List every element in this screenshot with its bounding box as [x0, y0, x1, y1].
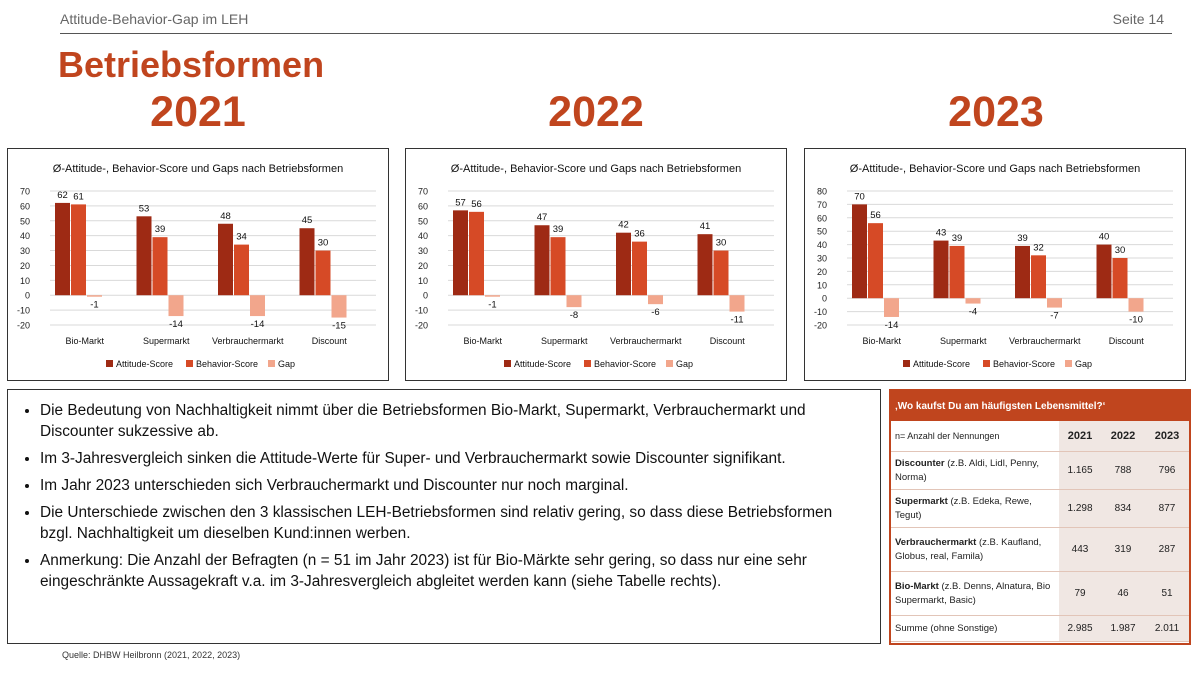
findings-list	[22, 400, 864, 592]
y-tick-label: 0	[422, 290, 428, 301]
data-label: 32	[1033, 242, 1044, 254]
y-tick-label: 70	[816, 199, 827, 210]
category-label: Verbrauchermarkt	[211, 336, 284, 346]
data-label: 30	[317, 237, 329, 249]
y-tick-label: -20	[414, 320, 428, 331]
chart-panel-2023	[804, 148, 1186, 381]
chart-title: Ø-Attitude-, Behavior-Score und Gaps nach Betriebsformen	[450, 163, 742, 175]
data-label: -15	[332, 320, 346, 332]
legend-label: Gap	[676, 359, 694, 369]
bar-attitude	[698, 234, 713, 295]
bar-attitude	[1097, 245, 1112, 299]
table-row	[891, 452, 1189, 490]
chart-title: Ø-Attitude-, Behavior-Score und Gaps nach Betriebsformen	[52, 163, 344, 175]
data-label: -14	[169, 319, 183, 331]
data-label: 56	[471, 198, 482, 210]
bar-gap	[332, 295, 347, 317]
bar-attitude	[55, 203, 70, 295]
legend-label: Behavior-Score	[993, 359, 1056, 369]
table-row-name: Discounter	[895, 457, 945, 469]
findings-box	[7, 389, 881, 644]
y-tick-label: 70	[417, 186, 428, 197]
bar-behavior	[868, 223, 883, 298]
bar-behavior	[71, 204, 86, 295]
category-label: Bio-Markt	[65, 336, 105, 346]
legend-label: Behavior-Score	[594, 359, 657, 369]
bar-behavior	[316, 251, 331, 296]
finding-item: • Die Bedeutung von Nachhaltigkeit nimmt über die Betriebsformen Bio-Markt, Supermarkt, Verbrauchermarkt und Discounter sukzessive ab.	[40, 400, 864, 442]
category-label: Supermarkt	[540, 336, 588, 346]
category-label: Verbrauchermarkt	[609, 336, 682, 346]
data-label: 57	[455, 197, 466, 209]
bar-gap	[1129, 298, 1144, 311]
table-row-label	[891, 452, 1059, 490]
bar-attitude	[616, 233, 631, 296]
data-label: -7	[1050, 310, 1059, 322]
page-number: Seite 14	[1112, 11, 1164, 27]
table-header-year: 2022	[1101, 421, 1145, 452]
bar-behavior	[632, 242, 647, 296]
y-tick-label: 80	[816, 186, 827, 197]
y-tick-label: -20	[16, 320, 30, 331]
data-label: -1	[90, 299, 99, 311]
category-label: Discount	[1108, 336, 1144, 346]
bar-attitude	[934, 241, 949, 299]
table-row-label	[891, 490, 1059, 528]
bar-attitude	[535, 225, 550, 295]
table-row	[891, 490, 1189, 528]
bar-gap	[966, 298, 981, 303]
table-row	[891, 528, 1189, 572]
finding-item: • Die Unterschiede zwischen den 3 klassischen LEH-Betriebsformen sind relativ gering, so dass diese Betriebsformen bzgl. Nachhaltigkeit um dieselben Kund:innen werben.	[40, 502, 864, 544]
bar-behavior	[153, 237, 168, 295]
data-label: 30	[1114, 245, 1126, 256]
y-tick-label: 40	[19, 231, 30, 242]
category-label: Verbrauchermarkt	[1008, 336, 1081, 346]
table-cell: 79	[1059, 572, 1101, 616]
data-label: -6	[651, 307, 660, 319]
bar-attitude	[852, 204, 867, 298]
y-tick-label: 50	[816, 226, 827, 237]
data-label: 48	[220, 210, 231, 222]
legend-swatch	[903, 360, 910, 367]
table-cell: 46	[1101, 572, 1145, 616]
chart-title: Ø-Attitude-, Behavior-Score und Gaps nach Betriebsformen	[849, 163, 1141, 175]
bar-gap	[884, 298, 899, 317]
bar-attitude	[453, 210, 468, 295]
y-tick-label: 0	[24, 290, 30, 301]
shopping-table	[891, 391, 1189, 642]
table-total-row	[891, 616, 1189, 642]
page-title: Betriebsformen	[58, 44, 325, 85]
bar-gap	[87, 295, 102, 296]
bar-behavior	[950, 246, 965, 298]
y-tick-label: 20	[417, 260, 428, 271]
chart-2022	[406, 149, 786, 380]
data-label: -8	[569, 310, 579, 322]
bar-gap	[567, 295, 582, 307]
data-label: 40	[1098, 231, 1110, 243]
data-label: -14	[250, 319, 265, 331]
bar-attitude	[218, 224, 233, 295]
data-label: 34	[236, 231, 247, 243]
y-tick-label: 30	[19, 246, 30, 257]
data-label: 62	[57, 189, 68, 201]
data-label: 39	[951, 232, 963, 244]
bar-behavior	[469, 212, 484, 295]
header-left-text: Attitude-Behavior-Gap im LEH	[60, 11, 249, 27]
table-cell: 319	[1101, 528, 1145, 572]
legend-label: Gap	[278, 359, 296, 369]
bar-gap	[730, 295, 745, 311]
table-cell: 1.165	[1059, 452, 1101, 490]
data-label: 70	[854, 191, 865, 203]
table-row-detail: (z.B. Edeka, Rewe, Tegut)	[895, 495, 1032, 521]
legend-swatch	[268, 360, 275, 367]
table-header-label: n= Anzahl der Nennungen	[891, 421, 1059, 452]
source-note: Quelle: DHBW Heilbronn (2021, 2022, 2023)	[62, 650, 241, 660]
y-tick-label: 60	[816, 213, 827, 224]
y-tick-label: 60	[19, 201, 30, 212]
y-tick-label: 40	[417, 231, 428, 242]
table-cell: 834	[1101, 490, 1145, 528]
data-label: 43	[935, 227, 947, 239]
y-tick-label: 20	[816, 266, 827, 277]
bar-gap	[250, 295, 265, 316]
table-cell: 443	[1059, 528, 1101, 572]
table-cell: 796	[1145, 452, 1189, 490]
data-label: 39	[552, 224, 564, 236]
bar-behavior	[1031, 255, 1046, 298]
y-tick-label: 30	[816, 253, 827, 264]
legend-label: Attitude-Score	[514, 359, 572, 369]
finding-item: • Im 3-Jahresvergleich sinken die Attitude-Werte für Super- und Verbrauchermarkt sowie Discounter signifikant.	[40, 448, 864, 469]
table-cell: 51	[1145, 572, 1189, 616]
bar-behavior	[234, 245, 249, 296]
legend-swatch	[186, 360, 193, 367]
table-cell: 877	[1145, 490, 1189, 528]
table-cell: 2.011	[1145, 616, 1189, 642]
table-cell: 2.985	[1059, 616, 1101, 642]
data-label: 30	[715, 237, 727, 249]
table-cell: 287	[1145, 528, 1189, 572]
y-tick-label: 40	[816, 240, 827, 251]
table-row-name: Bio-Markt	[895, 580, 939, 592]
y-tick-label: 10	[417, 275, 428, 286]
bar-attitude	[300, 228, 315, 295]
category-label: Discount	[709, 336, 745, 346]
data-label: 53	[138, 203, 150, 215]
table-row-detail: (z.B. Aldi, Lidl, Penny, Norma)	[895, 457, 1039, 483]
y-tick-label: 10	[816, 280, 827, 291]
data-label: 61	[73, 191, 84, 203]
data-label: 45	[301, 215, 313, 227]
y-tick-label: -10	[813, 307, 827, 318]
table-header-year: 2023	[1145, 421, 1189, 452]
data-label: 41	[699, 221, 711, 233]
table-header-row	[891, 421, 1189, 452]
category-label: Supermarkt	[142, 336, 190, 346]
legend-swatch	[584, 360, 591, 367]
table-row-detail: (z.B. Denns, Alnatura, Bio Supermarkt, Basic)	[895, 580, 1051, 606]
category-label: Bio-Markt	[862, 336, 902, 346]
table-total-label: Summe (ohne Sonstige)	[891, 616, 1059, 642]
data-label: 42	[618, 219, 629, 231]
y-tick-label: 10	[19, 275, 30, 286]
finding-item: • Anmerkung: Die Anzahl der Befragten (n = 51 im Jahr 2023) ist für Bio-Märkte sehr gering, so dass nur eine sehr eingeschränkte Aussagekraft v.a. im 3-Jahresvergleich abgleitet werden kann (siehe Tabelle rechts).	[40, 550, 864, 592]
y-tick-label: 30	[417, 246, 428, 257]
table-cell: 1.987	[1101, 616, 1145, 642]
data-label: -11	[730, 314, 744, 326]
table-question: ‚Wo kaufst Du am häufigsten Lebensmittel?‘	[891, 391, 1189, 421]
bar-behavior	[1113, 258, 1128, 298]
bar-gap	[485, 295, 500, 296]
category-label: Supermarkt	[939, 336, 987, 346]
category-label: Bio-Markt	[463, 336, 503, 346]
table-cell: 1.298	[1059, 490, 1101, 528]
chart-2023	[805, 149, 1185, 380]
data-label: 56	[870, 210, 881, 222]
data-label: 39	[154, 224, 166, 236]
bar-gap	[169, 295, 184, 316]
year-title-2021: 2021	[150, 88, 246, 136]
data-label: -14	[884, 319, 899, 331]
table-row-detail: (z.B. Kaufland, Globus, real, Famila)	[895, 536, 1042, 562]
y-tick-label: 0	[821, 293, 827, 304]
shopping-table-box	[889, 389, 1191, 645]
table-cell: 788	[1101, 452, 1145, 490]
header-divider	[60, 33, 1172, 34]
y-tick-label: -20	[813, 320, 827, 331]
table-row-label	[891, 572, 1059, 616]
legend-swatch	[504, 360, 511, 367]
data-label: 39	[1017, 232, 1028, 244]
table-row-name: Verbrauchermarkt	[895, 536, 977, 548]
data-label: 47	[536, 212, 548, 224]
chart-panel-2021	[7, 148, 389, 381]
bar-gap	[1047, 298, 1062, 307]
legend-label: Behavior-Score	[196, 359, 259, 369]
data-label: -10	[1129, 314, 1143, 326]
legend-label: Attitude-Score	[116, 359, 174, 369]
y-tick-label: 70	[19, 186, 30, 197]
legend-label: Gap	[1075, 359, 1093, 369]
bar-attitude	[137, 216, 152, 295]
bar-behavior	[551, 237, 566, 295]
chart-2021	[8, 149, 388, 380]
y-tick-label: -10	[16, 305, 30, 316]
table-row	[891, 572, 1189, 616]
bar-behavior	[714, 251, 729, 296]
finding-item: • Im Jahr 2023 unterschieden sich Verbrauchermarkt und Discounter nur noch marginal.	[40, 475, 864, 496]
legend-swatch	[983, 360, 990, 367]
chart-panel-2022	[405, 148, 787, 381]
table-row-label	[891, 528, 1059, 572]
y-tick-label: 20	[19, 260, 30, 271]
legend-swatch	[1065, 360, 1072, 367]
y-tick-label: -10	[414, 305, 428, 316]
data-label: -1	[488, 299, 497, 311]
legend-swatch	[106, 360, 113, 367]
y-tick-label: 50	[417, 216, 428, 227]
year-title-2022: 2022	[548, 88, 644, 136]
y-tick-label: 50	[19, 216, 30, 227]
table-header-year: 2021	[1059, 421, 1101, 452]
bar-gap	[648, 295, 663, 304]
data-label: -4	[968, 306, 978, 318]
bar-attitude	[1015, 246, 1030, 298]
category-label: Discount	[311, 336, 347, 346]
year-title-2023: 2023	[948, 88, 1044, 136]
y-tick-label: 60	[417, 201, 428, 212]
data-label: 36	[634, 228, 645, 240]
legend-label: Attitude-Score	[913, 359, 971, 369]
legend-swatch	[666, 360, 673, 367]
table-row-name: Supermarkt	[895, 495, 948, 507]
